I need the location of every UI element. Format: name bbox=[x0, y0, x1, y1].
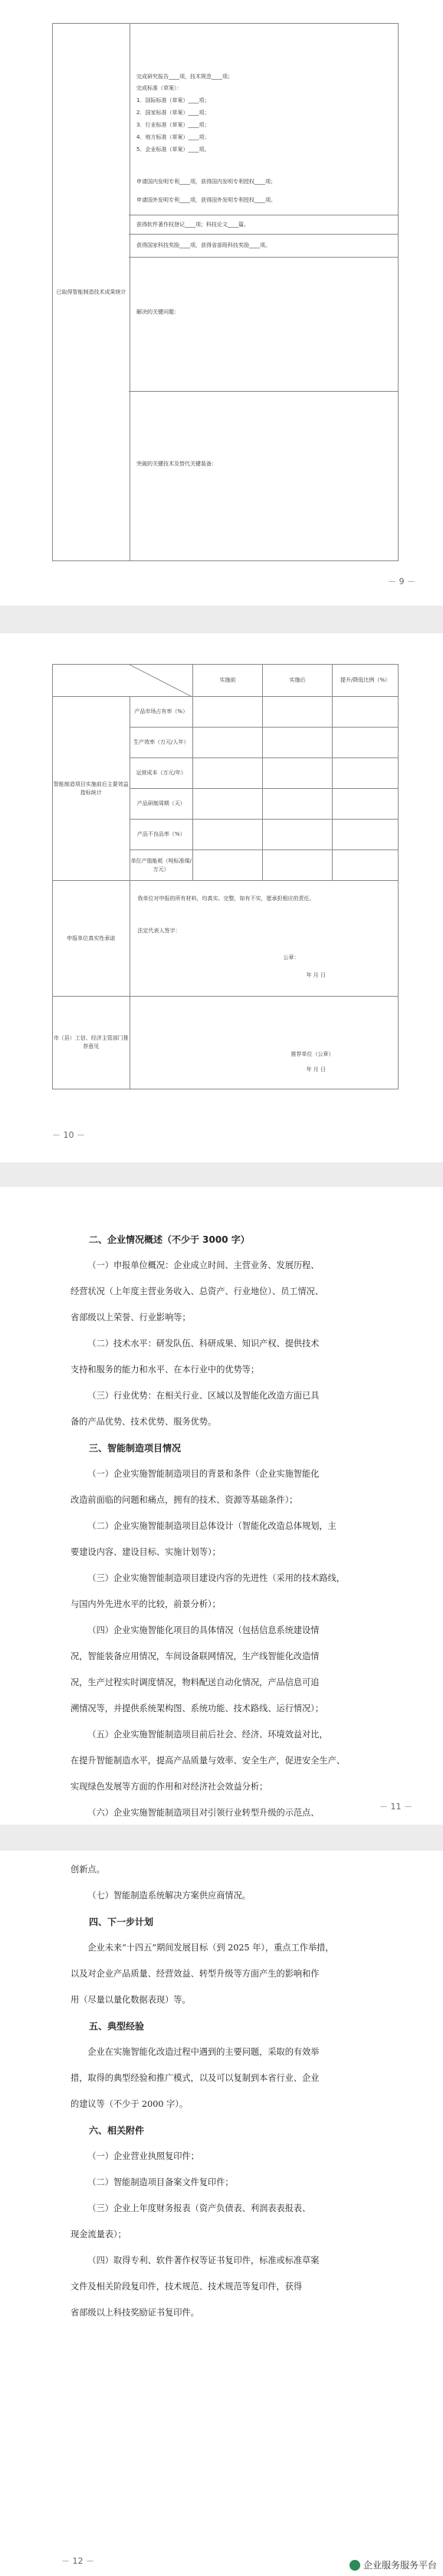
achievement-line: 4．地方标准（草案）____项； bbox=[136, 134, 210, 140]
page-11 bbox=[0, 1187, 443, 1825]
body-line: 在提升智能制造水平，提高产品质量与效率、安全生产，促进安全生产、 bbox=[71, 1756, 346, 1766]
body-line: 支持和服务的能力和水平、在本行业中的优势等； bbox=[71, 1365, 260, 1375]
body-line: 备的产品优势、技术优势、服务优势。 bbox=[71, 1417, 217, 1427]
indicator-row: 产品研制周期（天） bbox=[130, 789, 193, 820]
body-line: 用（尽量以量化数据表现）等。 bbox=[71, 1995, 191, 2005]
section-heading: 六、相关附件 bbox=[89, 2125, 145, 2136]
body-line: （二）智能制造项目备案文件复印件； bbox=[87, 2177, 234, 2187]
patent-line: 申请国外发明专利____项，获得国外发明专利授权____项。 bbox=[136, 197, 276, 203]
achievement-line: 2．国家标准（草案）____项； bbox=[136, 110, 210, 116]
body-line: 文件及相关阶段复印件，技术规范、技术规范等复印件，获得 bbox=[71, 2282, 303, 2292]
body-line: 溯情况等，并提供系统架构图、系统功能、技术路线、运行情况）； bbox=[71, 1704, 324, 1714]
body-line: 措，取得的典型经验和推广模式，以及可以复制到本省行业、企业 bbox=[71, 2073, 320, 2083]
applicant-commitment-label: 申报单位真实性承诺 bbox=[53, 881, 130, 997]
body-line: 经营状况（上年度主营业务收入、总资产、行业地位）、员工情况、 bbox=[71, 1286, 324, 1296]
legal-rep-label: 法定代表人签字： bbox=[137, 928, 181, 934]
body-line: 企业未来“十四五”期间发展目标（到 2025 年），重点工作举措， bbox=[87, 1943, 334, 1953]
body-line: 创新点。 bbox=[71, 1865, 105, 1875]
body-line: （三）行业优势：在相关行业、区域以及智能化改造方面已具 bbox=[87, 1391, 320, 1401]
body-line: （四）企业实施智能化项目的具体情况（包括信息系统建设情 bbox=[87, 1625, 320, 1635]
achievement-line: 5．企业标准（草案）____项。 bbox=[136, 146, 210, 153]
body-line: 以及对企业产品质量、经营效益、转型升级等方面产生的影响和作 bbox=[71, 1969, 320, 1979]
body-line: 企业在实施智能化改造过程中遇到的主要问题，采取的有效举 bbox=[87, 2047, 320, 2057]
body-line: （一）企业实施智能制造项目的背景和条件（企业实施智能化 bbox=[87, 1469, 320, 1479]
body-line: （五）企业实施智能制造项目前后社会、经济、环境效益对比， bbox=[87, 1730, 328, 1740]
body-line: （六）企业实施智能制造项目对引领行业转型升级的示范点、 bbox=[87, 1808, 320, 1818]
benefit-indicator-table bbox=[52, 664, 399, 1089]
seal-label: 公章： bbox=[283, 955, 300, 961]
section-heading: 三、智能制造项目情况 bbox=[89, 1443, 182, 1454]
page-number: － 12 － bbox=[61, 2556, 94, 2566]
body-line: 要建设内容、建设目标、实施计划等）； bbox=[71, 1547, 221, 1557]
body-line: （七）智能制造系统解决方案供应商情况。 bbox=[87, 1891, 251, 1901]
page-10 bbox=[0, 633, 443, 1162]
body-line: （三）企业实施智能制造项目建设内容的先进性（采用的技术路线， bbox=[87, 1573, 346, 1583]
indicator-row: 单位产值能耗（吨标准煤/万元） bbox=[130, 850, 193, 881]
indicator-row: 产品不良品率（%） bbox=[130, 820, 193, 850]
body-line: 的建议等（不少于 2000 字）。 bbox=[71, 2099, 189, 2109]
body-line: （二）技术水平：研发队伍、科研成果、知识产权、提供技术 bbox=[87, 1339, 320, 1349]
body-line: 省部级以上荣誉、行业影响等； bbox=[71, 1313, 191, 1322]
section-two-three-text bbox=[71, 1227, 392, 1826]
body-line: 省部级以上科技奖励证书复印件。 bbox=[71, 2308, 199, 2318]
applicant-commitment-text: 我单位对申报的所有材料，均真实、完整，如有不实，愿承担相应的责任。 bbox=[137, 895, 315, 902]
county-recommendation-label: 市（县）工信、经济主管部门推荐意见 bbox=[53, 997, 130, 1089]
page-number: － 10 － bbox=[52, 1130, 85, 1140]
page-number: － 9 － bbox=[388, 577, 415, 586]
section-four-six-text bbox=[71, 1857, 392, 2326]
col-before: 实施前 bbox=[193, 665, 263, 697]
body-line: 实现绿色发展等方面的作用和对经济社会效益分析； bbox=[71, 1782, 268, 1792]
award-line: 获得国家科技奖励____项，获得省部级科技奖励____项。 bbox=[136, 242, 271, 248]
achievement-section-label: 已取得智能制造技术成果统计 bbox=[53, 24, 130, 561]
section-heading: 二、企业情况概述（不少于 3000 字） bbox=[89, 1234, 250, 1245]
col-ratio: 提升/降低比例（%） bbox=[333, 665, 399, 697]
date-label: 年 月 日 bbox=[306, 972, 326, 978]
body-line: 与国内外先进水平的比较，前景分析）； bbox=[71, 1599, 221, 1609]
body-line: （二）企业实施智能制造项目总体设计（智能化改造总体规划，主 bbox=[87, 1521, 336, 1531]
breakthrough-label: 突破的关键技术及替代关键装备： bbox=[136, 461, 217, 467]
key-issues-label: 解决的关键问题： bbox=[136, 309, 179, 315]
platform-logo-icon bbox=[349, 2560, 360, 2571]
achievement-line: 1．国际标准（草案）____项； bbox=[136, 97, 210, 104]
watermark-text: 企业服务服务平台 bbox=[363, 2560, 437, 2571]
indicator-row: 运营成本（万元/年） bbox=[130, 758, 193, 789]
page-9 bbox=[0, 0, 443, 606]
body-line: 况，智能装备应用情况，车间设备联网情况，生产线智能化改造情 bbox=[71, 1651, 320, 1661]
software-line: 获得软件著作权登记____项；科技论文____篇。 bbox=[136, 222, 249, 228]
achievement-line: 完成研究报告____项，技术规范____项； bbox=[136, 74, 233, 80]
section-heading: 五、典型经验 bbox=[89, 2021, 145, 2032]
tech-achievement-table bbox=[52, 23, 399, 561]
patent-line: 申请国内发明专利____项，获得国内发明专利授权____项； bbox=[136, 179, 276, 185]
indicator-row: 生产效率（万元/人年） bbox=[130, 728, 193, 758]
body-line: （一）申报单位概况：企业成立时间、主营业务、发展历程、 bbox=[87, 1260, 320, 1270]
achievement-line: 3．行业标准（草案）____项； bbox=[136, 122, 210, 128]
col-after: 实施后 bbox=[263, 665, 333, 697]
county-seal-label: 推荐单位（公章） bbox=[290, 1051, 334, 1057]
body-line: （三）企业上年度财务报表（资产负债表、利润表表报表、 bbox=[87, 2203, 311, 2213]
body-line: （四）取得专利、软件著作权等证书复印件，标准或标准草案 bbox=[87, 2256, 320, 2266]
achievement-line: 完成标准（草案）： bbox=[136, 85, 182, 91]
body-line: 现金流量表）； bbox=[71, 2229, 126, 2239]
indicator-row: 产品市场占有率（%） bbox=[130, 697, 193, 728]
county-date-label: 年 月 日 bbox=[306, 1066, 326, 1073]
page-12 bbox=[0, 1851, 443, 2576]
body-line: 况，生产过程实时调度情况，物料配送自动化情况，产品信息可追 bbox=[71, 1677, 320, 1687]
diagonal-header-line bbox=[130, 665, 192, 697]
section-heading: 四、下一步计划 bbox=[89, 1917, 154, 1927]
body-line: 改造前面临的问题和痛点，拥有的技术、资源等基础条件）； bbox=[71, 1495, 298, 1505]
body-line: （一）企业营业执照复印件； bbox=[87, 2151, 199, 2161]
indicator-section-label: 智能制造项目实施前后主要效益指标统计 bbox=[53, 697, 130, 881]
page-number: － 11 － bbox=[379, 1802, 412, 1812]
platform-watermark bbox=[349, 2558, 437, 2571]
